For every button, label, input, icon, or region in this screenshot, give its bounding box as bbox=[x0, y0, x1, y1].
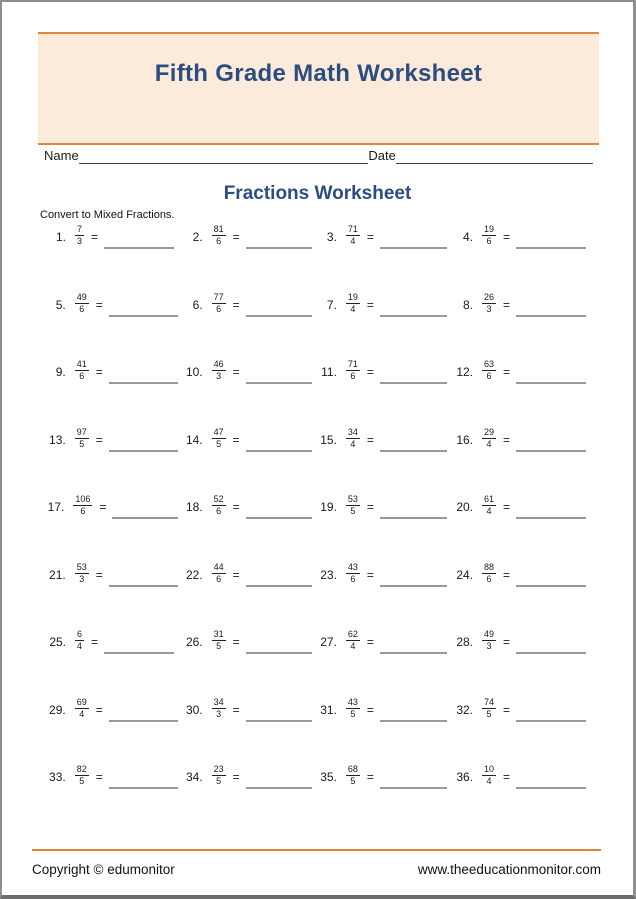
fraction bbox=[346, 291, 360, 315]
fraction bbox=[75, 763, 89, 787]
fraction-numerator: 34 bbox=[347, 426, 358, 437]
problem-number: 33. bbox=[49, 770, 66, 784]
problem-number: 9. bbox=[55, 365, 66, 379]
problem-cell bbox=[40, 628, 178, 696]
equals-sign: = bbox=[95, 365, 103, 379]
fraction-denominator: 4 bbox=[350, 303, 356, 314]
answer-blank bbox=[380, 696, 447, 722]
fraction-numerator: 88 bbox=[484, 561, 495, 572]
fraction-numerator: 52 bbox=[213, 494, 224, 504]
fraction-numerator: 43 bbox=[347, 696, 358, 707]
answer-blank bbox=[380, 223, 447, 249]
answer-blank bbox=[109, 291, 178, 317]
problem-cell bbox=[447, 696, 599, 764]
answer-blank bbox=[104, 223, 174, 249]
fraction bbox=[346, 628, 360, 652]
problem-number: 11. bbox=[321, 365, 337, 379]
problem-number: 14. bbox=[185, 432, 203, 447]
fraction-denominator: 3 bbox=[486, 641, 492, 651]
problem-number: 32. bbox=[456, 702, 473, 717]
equals-sign: = bbox=[366, 702, 374, 717]
answer-blank bbox=[109, 426, 178, 452]
equals-sign: = bbox=[366, 770, 374, 784]
problem-cell bbox=[312, 696, 447, 764]
fraction-numerator: 61 bbox=[484, 494, 495, 504]
page-title: Fifth Grade Math Worksheet bbox=[154, 60, 483, 87]
fraction-numerator: 19 bbox=[347, 291, 358, 302]
equals-sign: = bbox=[95, 297, 103, 312]
fraction bbox=[346, 763, 360, 787]
problem-cell bbox=[178, 291, 312, 359]
header-band bbox=[38, 32, 599, 145]
problem-cell bbox=[312, 561, 447, 629]
fraction-denominator: 6 bbox=[350, 573, 356, 584]
problem-number: 22. bbox=[185, 567, 203, 582]
fraction-denominator: 4 bbox=[486, 506, 492, 516]
fraction-numerator: 97 bbox=[76, 426, 87, 437]
fraction-denominator: 3 bbox=[486, 303, 492, 314]
fraction-numerator: 82 bbox=[76, 764, 87, 774]
fraction-numerator: 43 bbox=[347, 561, 358, 572]
equals-sign: = bbox=[95, 702, 103, 717]
fraction bbox=[212, 561, 226, 585]
fraction-numerator: 49 bbox=[484, 629, 495, 639]
problem-number: 2. bbox=[192, 230, 203, 244]
fraction-denominator: 6 bbox=[216, 506, 222, 516]
fraction-denominator: 6 bbox=[486, 573, 492, 584]
fraction bbox=[212, 426, 226, 450]
fraction-denominator: 5 bbox=[216, 641, 222, 651]
answer-blank bbox=[516, 561, 586, 587]
problem-number: 4. bbox=[462, 230, 473, 244]
problem-cell bbox=[40, 763, 178, 831]
answer-blank bbox=[380, 763, 447, 789]
answer-blank bbox=[246, 426, 312, 452]
problem-cell bbox=[447, 223, 599, 291]
equals-sign: = bbox=[366, 500, 374, 514]
problem-cell bbox=[178, 628, 312, 696]
problem-cell bbox=[447, 358, 599, 426]
problem-cell bbox=[312, 358, 447, 426]
equals-sign: = bbox=[95, 770, 103, 784]
fraction bbox=[482, 696, 496, 720]
fraction-numerator: 10 bbox=[484, 764, 495, 774]
fraction-denominator: 5 bbox=[216, 776, 222, 786]
fraction-numerator: 19 bbox=[484, 224, 495, 234]
fraction bbox=[73, 493, 92, 517]
answer-blank bbox=[380, 291, 447, 317]
problem-number: 35. bbox=[320, 770, 337, 784]
problem-number: 21. bbox=[49, 567, 66, 582]
problem-number: 20. bbox=[456, 500, 473, 514]
answer-blank bbox=[516, 628, 586, 654]
fraction bbox=[482, 291, 496, 315]
answer-blank bbox=[246, 291, 312, 317]
answer-blank bbox=[516, 358, 586, 384]
fraction-numerator: 77 bbox=[213, 291, 224, 302]
answer-blank bbox=[109, 561, 178, 587]
equals-sign: = bbox=[503, 770, 511, 784]
problem-cell bbox=[312, 426, 447, 494]
fraction bbox=[75, 291, 89, 315]
instruction-text: Convert to Mixed Fractions. bbox=[40, 209, 175, 221]
answer-blank bbox=[246, 561, 312, 587]
equals-sign: = bbox=[503, 297, 511, 312]
equals-sign: = bbox=[503, 230, 511, 244]
name-date-row bbox=[44, 148, 593, 164]
answer-blank bbox=[246, 696, 312, 722]
answer-blank bbox=[380, 358, 447, 384]
answer-blank bbox=[516, 493, 586, 519]
answer-blank bbox=[246, 223, 312, 249]
equals-sign: = bbox=[232, 297, 240, 312]
equals-sign: = bbox=[366, 432, 374, 447]
problem-number: 24. bbox=[456, 567, 473, 582]
answer-blank bbox=[246, 763, 312, 789]
answer-blank bbox=[109, 763, 178, 789]
problem-cell bbox=[178, 358, 312, 426]
equals-sign: = bbox=[91, 230, 99, 244]
fraction bbox=[482, 223, 496, 247]
fraction-numerator: 41 bbox=[76, 359, 87, 369]
problem-cell bbox=[178, 763, 312, 831]
fraction bbox=[482, 763, 496, 787]
fraction-numerator: 68 bbox=[347, 764, 358, 774]
fraction-numerator: 81 bbox=[213, 224, 224, 234]
problem-number: 18. bbox=[185, 500, 203, 514]
equals-sign: = bbox=[95, 567, 103, 582]
answer-blank bbox=[516, 696, 586, 722]
problem-cell bbox=[312, 493, 447, 561]
fraction-numerator: 6 bbox=[77, 629, 83, 639]
fraction bbox=[482, 561, 496, 585]
fraction bbox=[212, 763, 226, 787]
answer-blank bbox=[380, 426, 447, 452]
fraction bbox=[346, 696, 360, 720]
equals-sign: = bbox=[99, 500, 107, 514]
fraction bbox=[212, 358, 226, 382]
date-line bbox=[396, 149, 593, 164]
equals-sign: = bbox=[232, 230, 240, 244]
problem-number: 36. bbox=[456, 770, 473, 784]
problem-cell bbox=[312, 223, 447, 291]
fraction-denominator: 6 bbox=[79, 371, 85, 381]
problem-cell bbox=[447, 763, 599, 831]
fraction-denominator: 6 bbox=[216, 236, 222, 246]
problems-grid bbox=[40, 223, 599, 831]
equals-sign: = bbox=[232, 432, 240, 447]
fraction-denominator: 4 bbox=[486, 776, 492, 786]
equals-sign: = bbox=[91, 635, 99, 649]
footer-row bbox=[32, 862, 601, 877]
problem-number: 31. bbox=[320, 702, 337, 717]
problem-number: 28. bbox=[456, 635, 473, 649]
answer-blank bbox=[246, 628, 312, 654]
equals-sign: = bbox=[503, 635, 511, 649]
problem-cell bbox=[178, 426, 312, 494]
fraction-denominator: 4 bbox=[350, 641, 356, 651]
problem-cell bbox=[40, 426, 178, 494]
fraction-numerator: 34 bbox=[213, 696, 224, 707]
problem-cell bbox=[178, 696, 312, 764]
name-label: Name bbox=[44, 148, 79, 163]
equals-sign: = bbox=[232, 770, 240, 784]
fraction-denominator: 3 bbox=[79, 573, 85, 584]
fraction-denominator: 5 bbox=[350, 708, 356, 719]
problem-cell bbox=[312, 763, 447, 831]
fraction-numerator: 53 bbox=[347, 494, 358, 504]
equals-sign: = bbox=[232, 635, 240, 649]
fraction bbox=[482, 493, 496, 517]
problem-number: 16. bbox=[456, 432, 473, 447]
problem-number: 29. bbox=[49, 702, 66, 717]
answer-blank bbox=[246, 493, 312, 519]
equals-sign: = bbox=[366, 567, 374, 582]
problem-number: 5. bbox=[55, 297, 66, 312]
footer-divider bbox=[32, 849, 601, 851]
answer-blank bbox=[112, 493, 178, 519]
fraction-denominator: 5 bbox=[79, 438, 85, 449]
problem-number: 25. bbox=[49, 635, 66, 649]
problem-cell bbox=[178, 561, 312, 629]
fraction bbox=[346, 493, 360, 517]
problem-cell bbox=[447, 493, 599, 561]
fraction-numerator: 74 bbox=[484, 696, 495, 707]
fraction-numerator: 69 bbox=[76, 696, 87, 707]
problem-number: 26. bbox=[185, 635, 203, 649]
fraction-denominator: 6 bbox=[350, 371, 356, 381]
name-line bbox=[79, 149, 369, 164]
problem-cell bbox=[447, 291, 599, 359]
problem-number: 1. bbox=[55, 230, 66, 244]
fraction bbox=[346, 561, 360, 585]
fraction bbox=[346, 358, 360, 382]
problem-cell bbox=[447, 628, 599, 696]
fraction bbox=[212, 223, 226, 247]
problem-cell bbox=[40, 358, 178, 426]
fraction bbox=[346, 426, 360, 450]
answer-blank bbox=[516, 426, 586, 452]
equals-sign: = bbox=[366, 635, 374, 649]
problem-number: 3. bbox=[326, 230, 337, 244]
fraction-denominator: 3 bbox=[216, 708, 222, 719]
problem-number: 8. bbox=[462, 297, 473, 312]
fraction-denominator: 4 bbox=[350, 438, 356, 449]
fraction bbox=[75, 223, 84, 247]
fraction-denominator: 6 bbox=[216, 303, 222, 314]
problem-number: 6. bbox=[192, 297, 203, 312]
fraction-denominator: 4 bbox=[486, 438, 492, 449]
fraction bbox=[75, 628, 84, 652]
equals-sign: = bbox=[503, 567, 511, 582]
problem-cell bbox=[447, 426, 599, 494]
problem-number: 7. bbox=[326, 297, 337, 312]
fraction-denominator: 6 bbox=[79, 303, 85, 314]
fraction bbox=[346, 223, 360, 247]
problem-cell bbox=[40, 291, 178, 359]
fraction bbox=[75, 358, 89, 382]
equals-sign: = bbox=[232, 365, 240, 379]
answer-blank bbox=[516, 291, 586, 317]
fraction-denominator: 5 bbox=[216, 438, 222, 449]
problem-number: 15. bbox=[320, 432, 337, 447]
equals-sign: = bbox=[503, 432, 511, 447]
problem-number: 12. bbox=[456, 365, 473, 379]
worksheet-title: Fractions Worksheet bbox=[223, 183, 412, 204]
fraction bbox=[212, 696, 226, 720]
answer-blank bbox=[246, 358, 312, 384]
problem-number: 34. bbox=[185, 770, 203, 784]
fraction-denominator: 6 bbox=[216, 573, 222, 584]
answer-blank bbox=[516, 223, 586, 249]
fraction-denominator: 3 bbox=[77, 236, 83, 246]
equals-sign: = bbox=[366, 230, 374, 244]
problem-number: 10. bbox=[185, 365, 203, 379]
fraction-numerator: 23 bbox=[213, 764, 224, 774]
answer-blank bbox=[380, 628, 447, 654]
fraction-numerator: 63 bbox=[484, 359, 495, 369]
equals-sign: = bbox=[232, 567, 240, 582]
fraction-denominator: 4 bbox=[79, 708, 85, 719]
answer-blank bbox=[109, 696, 178, 722]
fraction-denominator: 5 bbox=[350, 506, 356, 516]
problem-cell bbox=[178, 223, 312, 291]
footer-website: www.theeducationmonitor.com bbox=[417, 862, 601, 877]
problem-number: 17. bbox=[47, 500, 65, 514]
problem-cell bbox=[40, 223, 178, 291]
fraction-numerator: 49 bbox=[76, 291, 87, 302]
fraction-numerator: 47 bbox=[213, 426, 224, 437]
problem-cell bbox=[40, 561, 178, 629]
fraction bbox=[75, 426, 89, 450]
fraction-numerator: 53 bbox=[76, 561, 87, 572]
equals-sign: = bbox=[503, 365, 511, 379]
answer-blank bbox=[380, 561, 447, 587]
fraction-denominator: 6 bbox=[486, 236, 492, 246]
fraction-numerator: 46 bbox=[213, 359, 224, 369]
fraction bbox=[212, 291, 226, 315]
problem-cell bbox=[312, 291, 447, 359]
answer-blank bbox=[516, 763, 586, 789]
fraction bbox=[482, 426, 496, 450]
fraction-denominator: 6 bbox=[80, 506, 86, 516]
problem-number: 23. bbox=[320, 567, 337, 582]
fraction bbox=[75, 696, 89, 720]
fraction-numerator: 62 bbox=[347, 629, 358, 639]
fraction bbox=[75, 561, 89, 585]
problem-number: 27. bbox=[320, 635, 337, 649]
fraction-numerator: 71 bbox=[347, 359, 358, 369]
fraction-denominator: 4 bbox=[77, 641, 83, 651]
date-label: Date bbox=[368, 148, 396, 163]
equals-sign: = bbox=[95, 432, 103, 447]
problem-cell bbox=[178, 493, 312, 561]
answer-blank bbox=[104, 628, 174, 654]
answer-blank bbox=[380, 493, 447, 519]
fraction-numerator: 7 bbox=[77, 224, 83, 234]
fraction bbox=[212, 493, 226, 517]
fraction-numerator: 31 bbox=[213, 629, 224, 639]
equals-sign: = bbox=[232, 500, 240, 514]
fraction-denominator: 4 bbox=[350, 236, 356, 246]
equals-sign: = bbox=[232, 702, 240, 717]
problem-number: 13. bbox=[49, 432, 66, 447]
fraction-denominator: 5 bbox=[350, 776, 356, 786]
problem-cell bbox=[40, 696, 178, 764]
fraction-denominator: 6 bbox=[486, 371, 492, 381]
problem-cell bbox=[447, 561, 599, 629]
equals-sign: = bbox=[503, 702, 511, 717]
fraction bbox=[212, 628, 226, 652]
problem-cell bbox=[40, 493, 178, 561]
fraction-numerator: 106 bbox=[75, 494, 91, 504]
fraction-denominator: 5 bbox=[486, 708, 492, 719]
fraction-numerator: 26 bbox=[484, 291, 495, 302]
fraction bbox=[482, 628, 496, 652]
problem-number: 30. bbox=[185, 702, 203, 717]
fraction-numerator: 29 bbox=[484, 426, 495, 437]
footer-copyright: Copyright © edumonitor bbox=[32, 862, 175, 877]
equals-sign: = bbox=[503, 500, 511, 514]
answer-blank bbox=[109, 358, 178, 384]
problem-number: 19. bbox=[320, 500, 337, 514]
fraction bbox=[482, 358, 496, 382]
fraction-numerator: 71 bbox=[347, 224, 358, 234]
equals-sign: = bbox=[366, 365, 374, 379]
problem-cell bbox=[312, 628, 447, 696]
fraction-denominator: 5 bbox=[79, 776, 85, 786]
fraction-denominator: 3 bbox=[216, 371, 222, 381]
fraction-numerator: 44 bbox=[213, 561, 224, 572]
equals-sign: = bbox=[366, 297, 374, 312]
